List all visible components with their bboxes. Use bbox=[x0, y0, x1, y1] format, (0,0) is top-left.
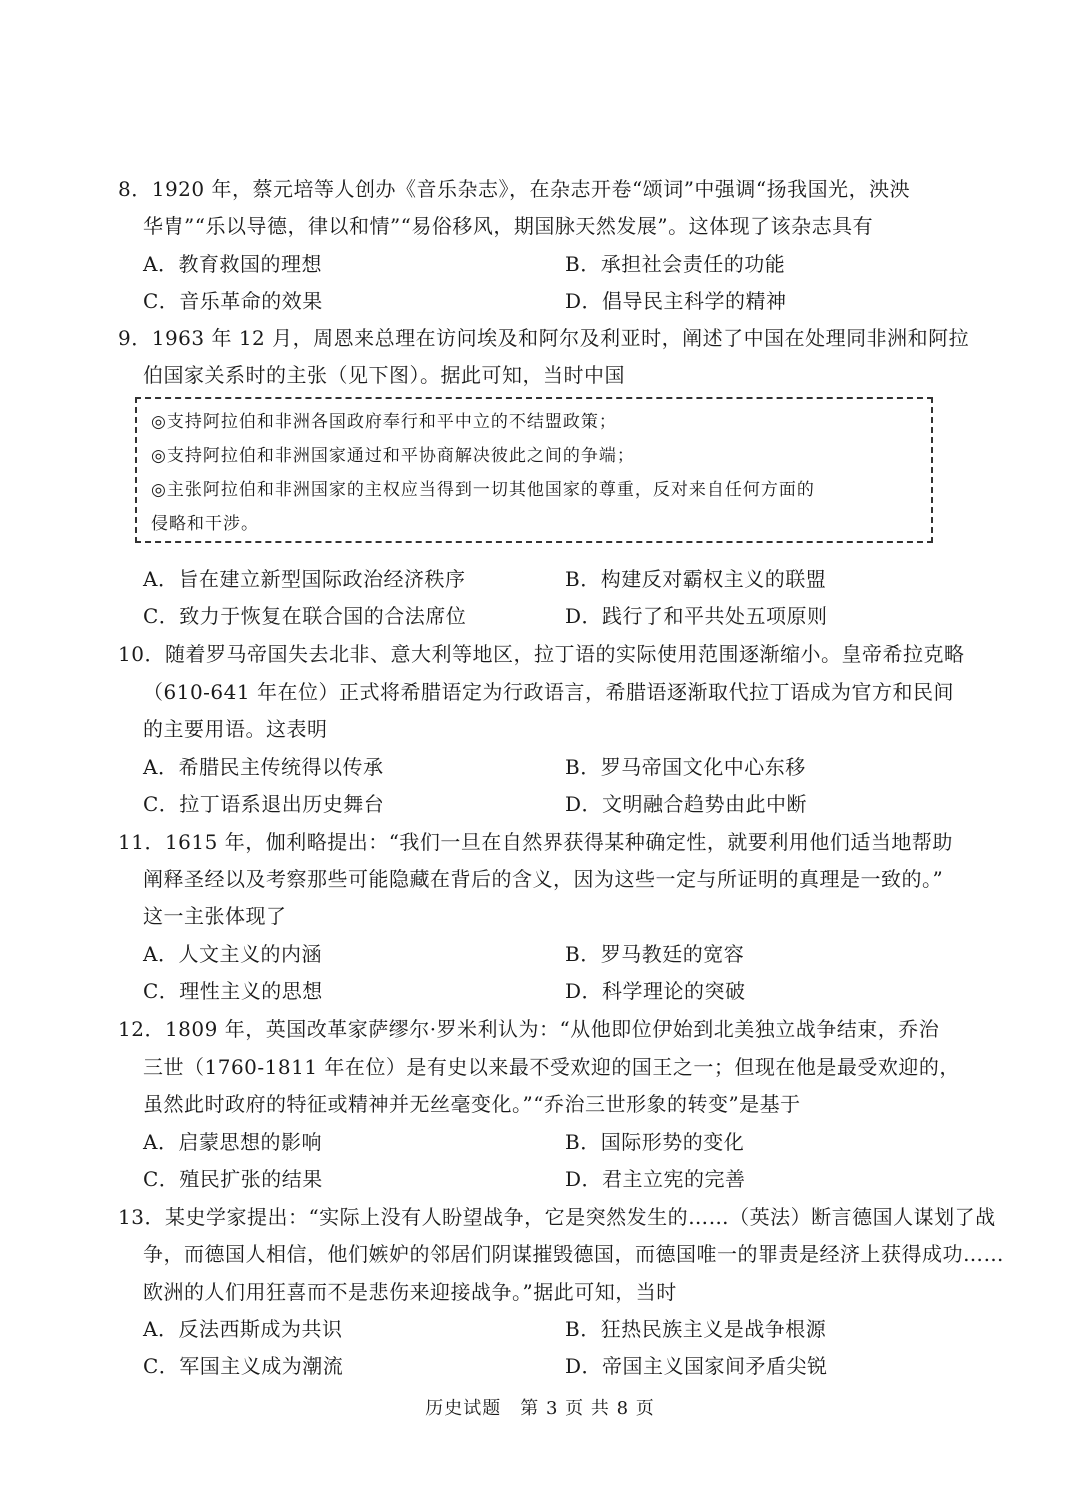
question-13-option-c: C．军国主义成为潮流 bbox=[143, 1354, 344, 1378]
question-10-line-3: 的主要用语。这表明 bbox=[143, 717, 328, 741]
question-11-option-c: C．理性主义的思想 bbox=[143, 979, 323, 1003]
question-12-line-3: 虽然此时政府的特征或精神并无丝毫变化。”“乔治三世形象的转变”是基于 bbox=[143, 1092, 801, 1116]
question-13-line-2: 争，而德国人相信，他们嫉妒的邻居们阴谋摧毁德国，而德国唯一的罪责是经济上获得成功…… bbox=[143, 1242, 1004, 1266]
policy-quote-line-1: ◎支持阿拉伯和非洲各国政府奉行和平中立的不结盟政策； bbox=[151, 412, 617, 432]
question-8-option-c: C．音乐革命的效果 bbox=[143, 289, 323, 313]
question-12-option-c: C．殖民扩张的结果 bbox=[143, 1167, 323, 1191]
question-13-line-3: 欧洲的人们用狂喜而不是悲伤来迎接战争。”据此可知，当时 bbox=[143, 1280, 677, 1304]
question-12-line-1: 12．1809 年，英国改革家萨缪尔·罗米利认为：“从他即位伊始到北美独立战争结束，乔治 bbox=[118, 1017, 940, 1041]
question-12-line-2: 三世（1760-1811 年在位）是有史以来最不受欢迎的国王之一；但现在他是最受欢迎的， bbox=[143, 1055, 960, 1079]
question-11-option-a: A．人文主义的内涵 bbox=[143, 942, 322, 966]
question-10-option-a: A．希腊民主传统得以传承 bbox=[143, 755, 384, 779]
question-11-option-b: B．罗马教廷的宽容 bbox=[565, 942, 745, 966]
question-13-line-1: 13．某史学家提出：“实际上没有人盼望战争，它是突然发生的……（英法）断言德国人谋划了战 bbox=[118, 1205, 996, 1229]
policy-quote-line-4: 侵略和干涉。 bbox=[151, 514, 259, 534]
policy-quote-line-2: ◎支持阿拉伯和非洲国家通过和平协商解决彼此之间的争端； bbox=[151, 446, 635, 466]
question-8-option-d: D．倡导民主科学的精神 bbox=[565, 289, 787, 313]
question-12-option-a: A．启蒙思想的影响 bbox=[143, 1130, 322, 1154]
question-8-line-1: 8．1920 年，蔡元培等人创办《音乐杂志》，在杂志开卷“颂词”中强调“扬我国光，泱泱 bbox=[118, 177, 911, 201]
question-11-line-1: 11．1615 年，伽利略提出：“我们一旦在自然界获得某种确定性，就要利用他们适当地帮助 bbox=[118, 830, 953, 854]
question-10-option-b: B．罗马帝国文化中心东移 bbox=[565, 755, 806, 779]
question-10-line-2: （610-641 年在位）正式将希腊语定为行政语言，希腊语逐渐取代拉丁语成为官方和民间 bbox=[143, 680, 954, 704]
question-8-line-2: 华胄”“乐以导德，律以和情”“易俗移风，期国脉天然发展”。这体现了该杂志具有 bbox=[143, 214, 874, 238]
question-10-option-d: D．文明融合趋势由此中断 bbox=[565, 792, 808, 816]
question-11-line-3: 这一主张体现了 bbox=[143, 904, 287, 928]
policy-quote-box bbox=[135, 397, 933, 543]
question-13-option-a: A．反法西斯成为共识 bbox=[143, 1317, 343, 1341]
question-11-option-d: D．科学理论的突破 bbox=[565, 979, 746, 1003]
question-9-option-c: C．致力于恢复在联合国的合法席位 bbox=[143, 604, 467, 628]
question-9-option-b: B．构建反对霸权主义的联盟 bbox=[565, 567, 827, 591]
question-13-option-d: D．帝国主义国家间矛盾尖锐 bbox=[565, 1354, 828, 1378]
question-10-option-c: C．拉丁语系退出历史舞台 bbox=[143, 792, 385, 816]
question-11-line-2: 阐释圣经以及考察那些可能隐藏在背后的含义，因为这些一定与所证明的真理是一致的。” bbox=[143, 867, 944, 891]
question-9-line-2: 伯国家关系时的主张（见下图）。据此可知，当时中国 bbox=[143, 363, 625, 387]
question-12-option-d: D．君主立宪的完善 bbox=[565, 1167, 746, 1191]
question-9-line-1: 9．1963 年 12 月，周恩来总理在访问埃及和阿尔及利亚时，阐述了中国在处理同非洲和阿拉 bbox=[118, 326, 970, 350]
question-10-line-1: 10．随着罗马帝国失去北非、意大利等地区，拉丁语的实际使用范围逐渐缩小。皇帝希拉克略 bbox=[118, 642, 965, 666]
page-footer: 历史试题 第 3 页 共 8 页 bbox=[425, 1398, 655, 1419]
question-13-option-b: B．狂热民族主义是战争根源 bbox=[565, 1317, 827, 1341]
question-9-option-a: A．旨在建立新型国际政治经济秩序 bbox=[143, 567, 466, 591]
policy-quote-line-3: ◎主张阿拉伯和非洲国家的主权应当得到一切其他国家的尊重，反对来自任何方面的 bbox=[151, 480, 815, 500]
question-8-option-b: B．承担社会责任的功能 bbox=[565, 252, 786, 276]
question-8-option-a: A．教育救国的理想 bbox=[143, 252, 322, 276]
question-12-option-b: B．国际形势的变化 bbox=[565, 1130, 745, 1154]
question-9-option-d: D．践行了和平共处五项原则 bbox=[565, 604, 828, 628]
